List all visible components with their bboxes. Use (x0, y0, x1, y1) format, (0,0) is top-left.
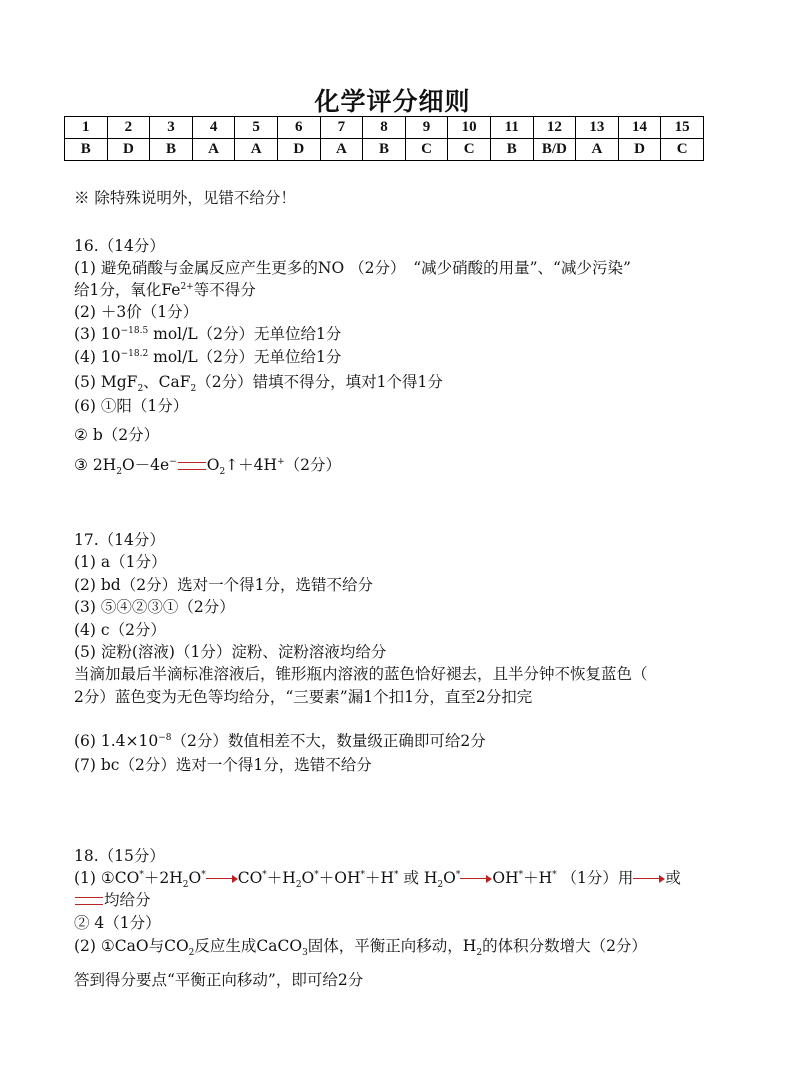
superscript: − (169, 456, 177, 467)
q18-header: 18.（15分） (74, 847, 165, 865)
superscript: −8 (158, 732, 172, 743)
q18-part2-note: 答到得分要点“平衡正向移动”，即可给2分 (74, 971, 364, 989)
question-number-cell: 8 (363, 117, 406, 139)
answer-cell: B/D (533, 139, 576, 161)
q18-part1-equation: (1) $①CO^*+2H_2O^*$ $CO^*+H_2O^*+OH^*+H^*$ 或 $H_2O^*$ OH*＋H* （1分）用 或 (74, 869, 681, 891)
q17-part5-line3: 2分）蓝色变为无色等均给分，“三要素”漏1个扣1分，直至2分扣完 (74, 688, 533, 706)
q16-part1-tail: 等不得分 (193, 281, 256, 299)
q16-part5-a: (5) MgF (74, 373, 138, 391)
q18-part1-line2 (74, 890, 151, 910)
superscript: + (277, 456, 285, 467)
answer-row (65, 139, 704, 161)
answer-cell: D (277, 139, 320, 161)
eq-end: （2分） (284, 456, 341, 474)
answer-cell: C (661, 139, 704, 161)
question-number-cell: 14 (618, 117, 661, 139)
q17-header: 17.（14分） (74, 531, 165, 549)
answer-cell: B (363, 139, 406, 161)
q17-part1: (1) a（1分） (74, 553, 167, 571)
question-number-cell: 15 (661, 117, 704, 139)
q18-part1-line2-text: 均给分 (104, 891, 151, 909)
superscript: −18.5 (120, 325, 149, 336)
superscript: 2+ (180, 281, 194, 292)
question-number-cell: 9 (405, 117, 448, 139)
subscript: 2 (219, 467, 226, 478)
question-number-cell: 1 (65, 117, 108, 139)
answer-cell: A (192, 139, 235, 161)
equals-sign-icon (178, 462, 206, 470)
q16-part3-pre: (3) 10 (74, 325, 121, 343)
q16-part2: (2) ＋3价（1分） (74, 303, 199, 321)
question-number-cell: 7 (320, 117, 363, 139)
q16-part5-b: 、CaF (143, 373, 191, 391)
eq-post: ↑＋4H (225, 456, 278, 474)
eq-mid1: O－4e (121, 456, 170, 474)
answer-cell: D (107, 139, 150, 161)
q17-part4: (4) c（2分） (74, 621, 166, 639)
question-number-cell: 4 (192, 117, 235, 139)
subscript: 2 (116, 467, 122, 478)
q16-part1-line2 (74, 280, 256, 300)
q18-part1-2: ② 4（1分） (74, 914, 161, 932)
answer-cell: A (576, 139, 619, 161)
answer-cell: A (235, 139, 278, 161)
q16-part4-post: mol/L（2分）无单位给1分 (148, 348, 342, 366)
superscript: −18.2 (120, 348, 149, 359)
subscript: 2 (137, 384, 144, 395)
q16-part4 (74, 347, 341, 367)
answer-cell: C (405, 139, 448, 161)
q17-part5-line2: 当滴加最后半滴标准溶液后，锥形瓶内溶液的蓝色恰好褪去，且半分钟不恢复蓝色（ (74, 665, 648, 683)
q17-part6-post: （2分）数值相差不大，数量级正确即可给2分 (171, 732, 486, 750)
q17-part7: (7) bc（2分）选对一个得1分，选错不给分 (74, 756, 372, 774)
question-number-cell: 2 (107, 117, 150, 139)
q17-part3: (3) ⑤④②③①（2分） (74, 598, 235, 616)
answer-cell: B (65, 139, 108, 161)
q17-part5: (5) 淀粉(溶液)（1分）淀粉、淀粉溶液均给分 (74, 643, 387, 661)
answer-table (64, 116, 704, 161)
equals-sign-icon (75, 897, 103, 905)
reaction-arrow-icon (460, 874, 492, 884)
answer-cell: C (448, 139, 491, 161)
reaction-arrow-icon (206, 874, 238, 884)
q18-part2: (2) ①CaO与$CO_2$反应生成CaCO$_3$固体，平衡正向移动，$H_2$的体积分数增大（2分） (74, 937, 647, 959)
page-title: 化学评分细则 (314, 87, 471, 116)
subscript: 2 (190, 384, 197, 395)
question-number-cell: 10 (448, 117, 491, 139)
q16-part6b: ② b（2分） (74, 426, 160, 444)
answer-cell: A (320, 139, 363, 161)
question-number-cell: 3 (150, 117, 193, 139)
q17-part6-pre: (6) 1.4×10 (74, 732, 159, 750)
q16-part1-text: 给1分，氧化Fe (74, 281, 181, 299)
question-number-cell: 5 (235, 117, 278, 139)
q16-part6c-equation: ③ $2H_2O-4e^-$ $O_2↑+4H^+(2$分） (74, 456, 341, 478)
answer-cell: B (150, 139, 193, 161)
question-number-cell: 12 (533, 117, 576, 139)
eq-pre: ③ 2H (74, 456, 117, 474)
q16-part4-pre: (4) 10 (74, 348, 121, 366)
q16-part5 (74, 372, 443, 395)
q17-part2: (2) bd（2分）选对一个得1分，选错不给分 (74, 576, 373, 594)
reaction-arrow-icon (633, 874, 665, 884)
question-number-cell: 13 (576, 117, 619, 139)
answer-cell: D (618, 139, 661, 161)
q17-part6 (74, 731, 486, 751)
q16-part3-post: mol/L（2分）无单位给1分 (148, 325, 342, 343)
q16-part5-c: （2分）错填不得分，填对1个得1分 (196, 373, 443, 391)
q16-part3 (74, 324, 341, 344)
general-note: ※ 除特殊说明外，见错不给分！ (74, 189, 296, 207)
q16-part6: (6) ①阳（1分） (74, 397, 189, 415)
question-number-row (65, 117, 704, 139)
question-number-cell: 11 (490, 117, 533, 139)
question-number-cell: 6 (277, 117, 320, 139)
q16-header: 16.（14分） (74, 237, 165, 255)
q16-part1-line1: (1) 避免硝酸与金属反应产生更多的NO （2分） “减少硝酸的用量”、“减少污染” (74, 259, 631, 277)
answer-cell: B (490, 139, 533, 161)
